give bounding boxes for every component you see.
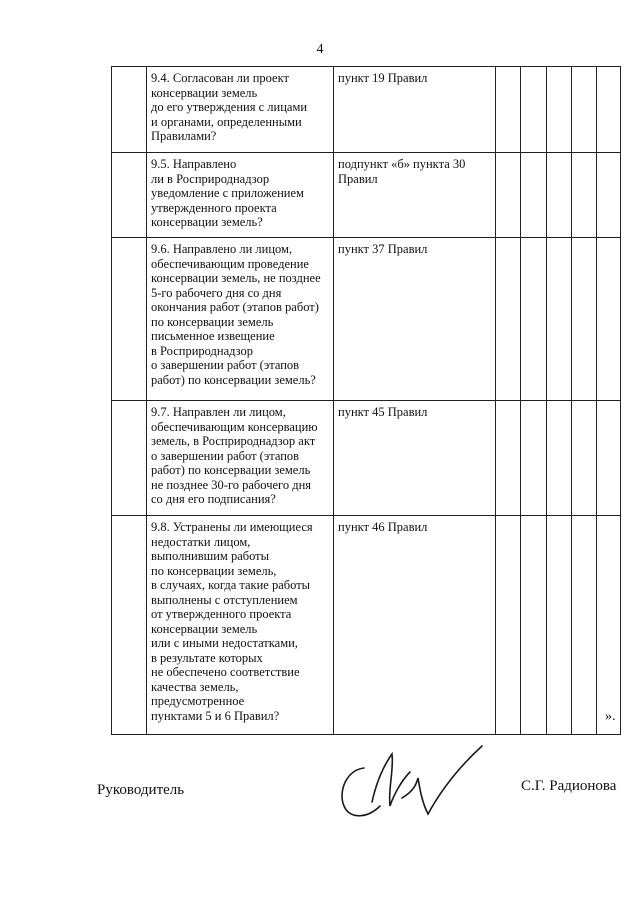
handwritten-signature (332, 740, 492, 830)
table-row (112, 516, 621, 735)
answer-no-cell (521, 516, 547, 735)
answer-not-applicable-cell (547, 153, 572, 238)
answer-yes-cell (496, 238, 521, 401)
reference-cell: подпункт «б» пункта 30 Правил (334, 153, 496, 238)
reference-cell: пункт 19 Правил (334, 67, 496, 153)
answer-not-applicable-reason-cell (572, 401, 597, 516)
note-cell (597, 516, 621, 735)
closing-quote-mark: ». (605, 709, 616, 724)
answer-not-applicable-cell (547, 67, 572, 153)
row-number-cell (112, 153, 147, 238)
answer-not-applicable-reason-cell (572, 238, 597, 401)
question-cell: 9.7. Направлен ли лицом, обеспечивающим консервацию земель, в Росприроднадзор акт о завершении работ (этапов работ) по консервации земель не позднее 30-го рабочего дня со дня его подписания? (147, 401, 334, 516)
answer-not-applicable-cell (547, 401, 572, 516)
note-cell (597, 401, 621, 516)
question-cell: 9.6. Направлено ли лицом, обеспечивающим проведение консервации земель, не позднее 5-го рабочего дня со дня окончания работ (этапов работ) по консервации земель письменное извещение в Росприроднадзор о завершении работ (этапов работ) по консервации земель? (147, 238, 334, 401)
table-row (112, 153, 621, 238)
table-row (112, 401, 621, 516)
answer-not-applicable-cell (547, 516, 572, 735)
answer-no-cell (521, 238, 547, 401)
answer-yes-cell (496, 67, 521, 153)
answer-no-cell (521, 67, 547, 153)
answer-not-applicable-reason-cell (572, 153, 597, 238)
answer-yes-cell (496, 153, 521, 238)
row-number-cell (112, 516, 147, 735)
note-cell (597, 67, 621, 153)
checklist-table (111, 66, 621, 735)
page-number: 4 (316, 42, 324, 57)
reference-cell: пункт 45 Правил (334, 401, 496, 516)
table-row (112, 238, 621, 401)
answer-no-cell (521, 401, 547, 516)
question-cell: 9.5. Направлено ли в Росприроднадзор уведомление с приложением утвержденного проекта консервации земель? (147, 153, 334, 238)
answer-yes-cell (496, 401, 521, 516)
reference-cell: пункт 46 Правил (334, 516, 496, 735)
row-number-cell (112, 238, 147, 401)
answer-yes-cell (496, 516, 521, 735)
signatory-role: Руководитель (97, 782, 185, 798)
answer-not-applicable-reason-cell (572, 67, 597, 153)
question-cell: 9.4. Согласован ли проект консервации земель до его утверждения с лицами и органами, определенными Правилами? (147, 67, 334, 153)
reference-cell: пункт 37 Правил (334, 238, 496, 401)
note-cell (597, 238, 621, 401)
answer-not-applicable-reason-cell (572, 516, 597, 735)
signatory-name: С.Г. Радионова (521, 778, 617, 794)
table-row (112, 67, 621, 153)
answer-not-applicable-cell (547, 238, 572, 401)
row-number-cell (112, 401, 147, 516)
row-number-cell (112, 67, 147, 153)
note-cell (597, 153, 621, 238)
question-cell: 9.8. Устранены ли имеющиеся недостатки лицом, выполнившим работы по консервации земель, в случаях, когда такие работы выполнены с отступлением от утвержденного проекта консервации земель или с иными недостатками, в результате которых не обеспечено соответствие качества земель, предусмотренное пунктами 5 и 6 Правил? (147, 516, 334, 735)
answer-no-cell (521, 153, 547, 238)
